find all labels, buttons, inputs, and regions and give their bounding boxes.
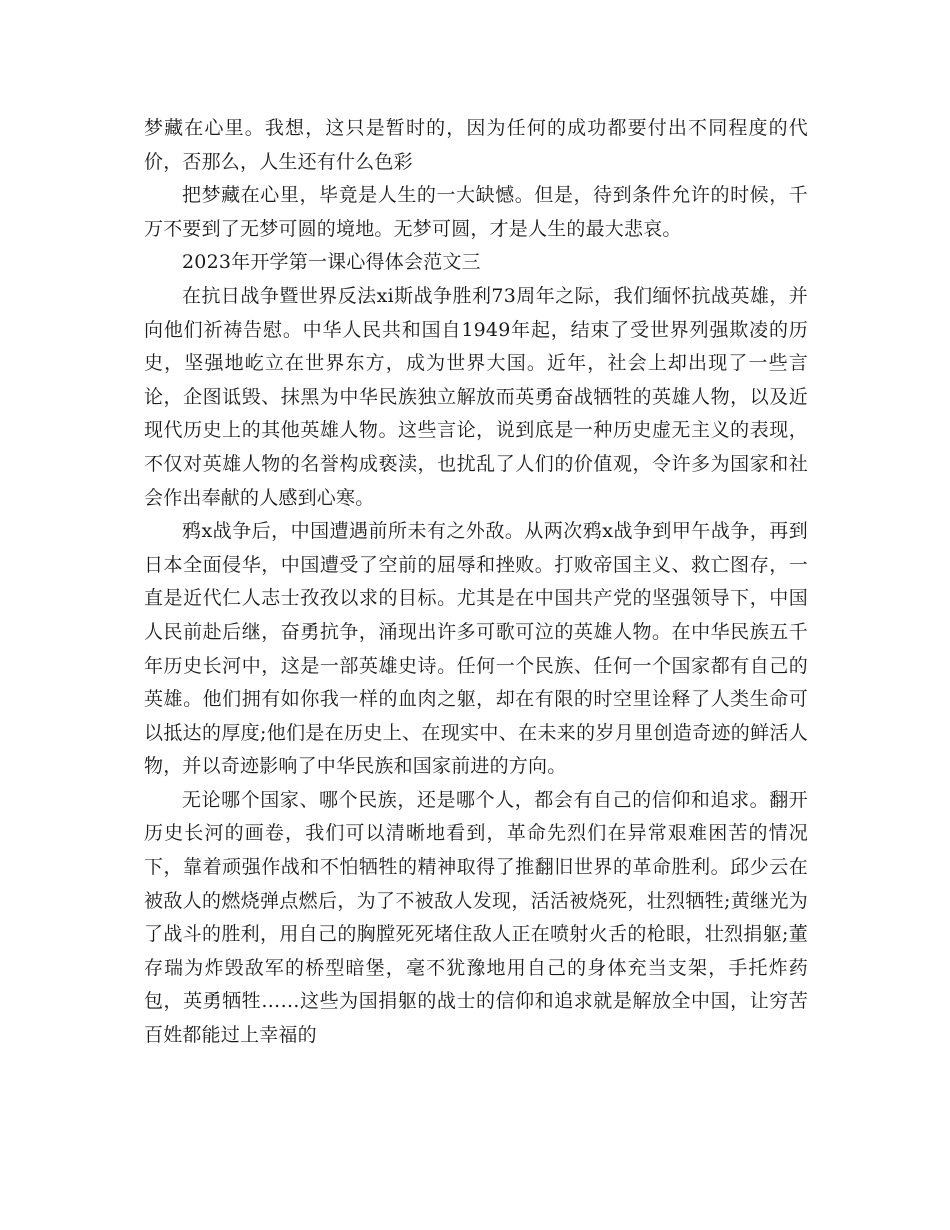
section-heading: 2023年开学第一课心得体会范文三 (182, 251, 481, 274)
paragraph-5: 无论哪个国家、哪个民族，还是哪个人，都会有自己的信仰和追求。翻开历史长河的画卷，我们可以清晰地看到，革命先烈们在异常艰难困苦的情况下，靠着顽强作战和不怕牺牲的精神取得了推翻旧世界的革命胜利。邱少云在被敌人的燃烧弹点燃后，为了不被敌人发现，活活被烧死，壮烈牺牲;黄继光为了战斗的胜利，用自己的胸膛死死堵住敌人正在喷射火舌的枪眼，壮烈捐躯;董存瑞为炸毁敌军的桥型暗堡，毫不犹豫地用自己的身体充当支架，手托炸药包，英勇牺牲……这些为国捐躯的战士的信仰和追求就是解放全中国，让穷苦百姓都能过上幸福的 (144, 788, 808, 1047)
paragraph-4: 鸦x战争后，中国遭遇前所未有之外敌。从两次鸦x战争到甲午战争，再到日本全面侵华，中国遭受了空前的屈辱和挫败。打败帝国主义、救亡图存，一直是近代仁人志士孜孜以求的目标。尤其是在中国共产党的坚强领导下，中国人民前赴后继，奋勇抗争，涌现出许多可歌可泣的英雄人物。在中华民族五千年历史长河中，这是一部英雄史诗。任何一个民族、任何一个国家都有自己的英雄。他们拥有如你我一样的血肉之躯，却在有限的时空里诠释了人类生命可以抵达的厚度;他们是在历史上、在现实中、在未来的岁月里创造奇迹的鲜活人物，并以奇迹影响了中华民族和国家前进的方向。 (144, 520, 808, 778)
document-page (144, 112, 808, 1053)
paragraph-3: 在抗日战争暨世界反法xi斯战争胜利73周年之际，我们缅怀抗战英雄，并向他们祈祷告慰。中华人民共和国自1949年起，结束了受世界列强欺凌的历史，坚强地屹立在世界东方，成为世界大国。近年，社会上却出现了一些言论，企图诋毁、抹黑为中华民族独立解放而英勇奋战牺牲的英雄人物，以及近现代历史上的其他英雄人物。这些言论，说到底是一种历史虚无主义的表现，不仅对英雄人物的名誉构成亵渎，也扰乱了人们的价值观，令许多为国家和社会作出奉献的人感到心寒。 (144, 284, 808, 509)
paragraph-2: 把梦藏在心里，毕竟是人生的一大缺憾。但是，待到条件允许的时候，千万不要到了无梦可圆的境地。无梦可圆，才是人生的最大悲哀。 (144, 184, 808, 240)
paragraph-1: 梦藏在心里。我想，这只是暂时的，因为任何的成功都要付出不同程度的代价，否那么，人生还有什么色彩 (144, 117, 808, 173)
